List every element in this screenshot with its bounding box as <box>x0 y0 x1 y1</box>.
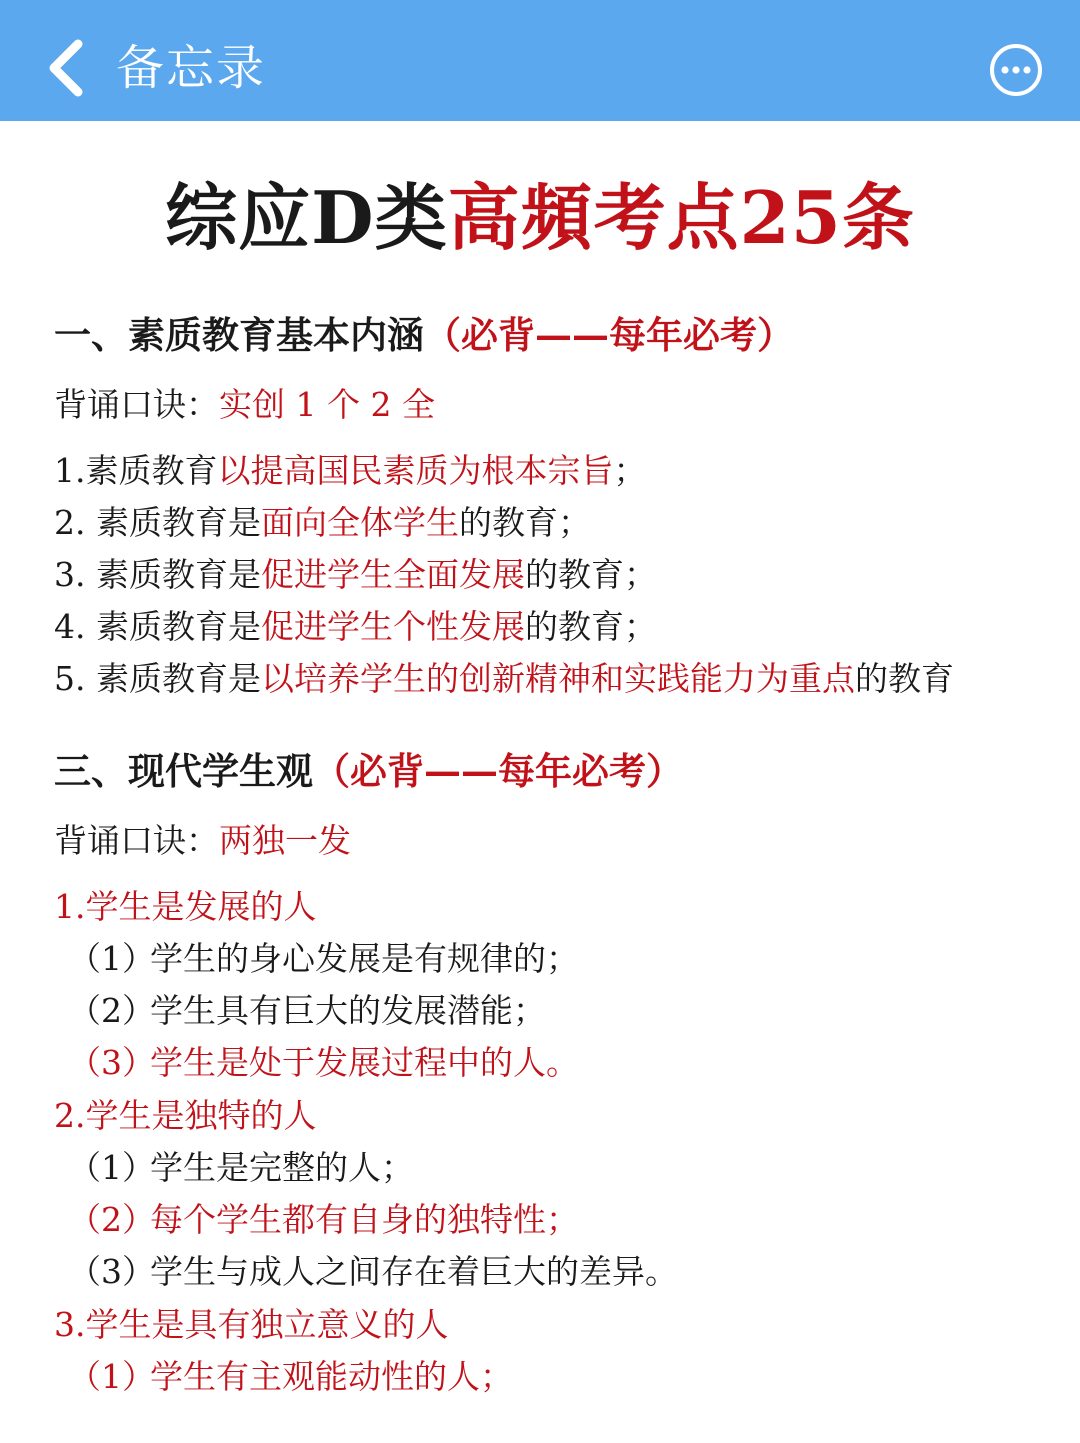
section1-title: 一、素质教育基本内涵 <box>54 313 424 357</box>
title-part-red: 高頻考点25条 <box>447 175 915 260</box>
item-number: （1） <box>68 939 155 978</box>
item-text: 学生与成人之间存在着巨大的差异。 <box>150 1252 678 1291</box>
section3-tag: （必背——每年必考） <box>313 749 683 793</box>
group-title: 2.学生是独特的人 <box>54 1096 317 1135</box>
item-text: 学生有主观能动性的人； <box>150 1357 513 1396</box>
app-title: 备忘录 <box>116 40 267 96</box>
section1-heading <box>54 310 794 360</box>
item-prefix: 2. 素质教育是 <box>54 503 261 542</box>
group-title: 1.学生是发展的人 <box>54 887 317 926</box>
mnemonic-label: 背诵口诀： <box>54 821 219 860</box>
list-item <box>68 936 579 982</box>
list-item <box>54 656 954 702</box>
item-number: （1） <box>68 1148 155 1187</box>
item-number: （3） <box>68 1252 155 1291</box>
item-text: 学生具有巨大的发展潜能； <box>150 991 546 1030</box>
item-key: 促进学生全面发展 <box>260 555 525 594</box>
list-item <box>54 500 591 546</box>
item-prefix: 3. 素质教育是 <box>54 555 261 594</box>
item-suffix: 的教育 <box>854 659 954 698</box>
title-part-black: 综应D类 <box>165 175 448 260</box>
list-item <box>54 448 647 494</box>
page-title <box>0 172 1080 264</box>
item-key: 以培养学生的创新精神和实践能力为重点 <box>260 659 855 698</box>
section1-tag: （必背——每年必考） <box>424 313 794 357</box>
list-item <box>68 1145 414 1191</box>
item-number: （2） <box>68 991 155 1030</box>
item-number: （1） <box>68 1357 155 1396</box>
item-prefix: 5. 素质教育是 <box>54 659 261 698</box>
list-item <box>68 1040 579 1086</box>
section3-heading <box>54 746 683 796</box>
item-text: 学生的身心发展是有规律的； <box>150 939 579 978</box>
section3-title: 三、现代学生观 <box>54 749 313 793</box>
list-item <box>54 552 657 598</box>
section1-mnemonic <box>54 382 435 428</box>
item-text: 学生是处于发展过程中的人。 <box>150 1043 579 1082</box>
item-key: 促进学生个性发展 <box>260 607 525 646</box>
group-title: 3.学生是具有独立意义的人 <box>54 1305 449 1344</box>
list-item <box>68 1249 678 1295</box>
item-text: 每个学生都有自身的独特性； <box>150 1200 579 1239</box>
item-suffix: 的教育； <box>524 555 657 594</box>
list-item <box>54 604 657 650</box>
item-number: （2） <box>68 1200 155 1239</box>
chevron-left-icon <box>40 36 96 100</box>
item-suffix: 的教育； <box>524 607 657 646</box>
back-button[interactable] <box>40 36 96 100</box>
mnemonic-label: 背诵口诀： <box>54 385 219 424</box>
list-item <box>68 988 546 1034</box>
more-button[interactable] <box>988 42 1044 98</box>
mnemonic-value: 两独一发 <box>219 821 351 860</box>
item-prefix: 1.素质教育 <box>54 451 218 490</box>
item-prefix: 4. 素质教育是 <box>54 607 261 646</box>
more-circle-icon <box>988 42 1044 98</box>
mnemonic-value: 实创 1 个 2 全 <box>219 385 435 424</box>
item-number: （3） <box>68 1043 155 1082</box>
app-bar <box>0 0 1080 121</box>
item-text: 学生是完整的人； <box>150 1148 414 1187</box>
list-item <box>68 1197 579 1243</box>
item-suffix: ； <box>613 451 647 490</box>
item-key: 面向全体学生 <box>260 503 459 542</box>
list-item <box>68 1354 513 1400</box>
item-suffix: 的教育； <box>458 503 591 542</box>
section3-mnemonic <box>54 818 351 864</box>
item-key: 以提高国民素质为根本宗旨 <box>217 451 614 490</box>
